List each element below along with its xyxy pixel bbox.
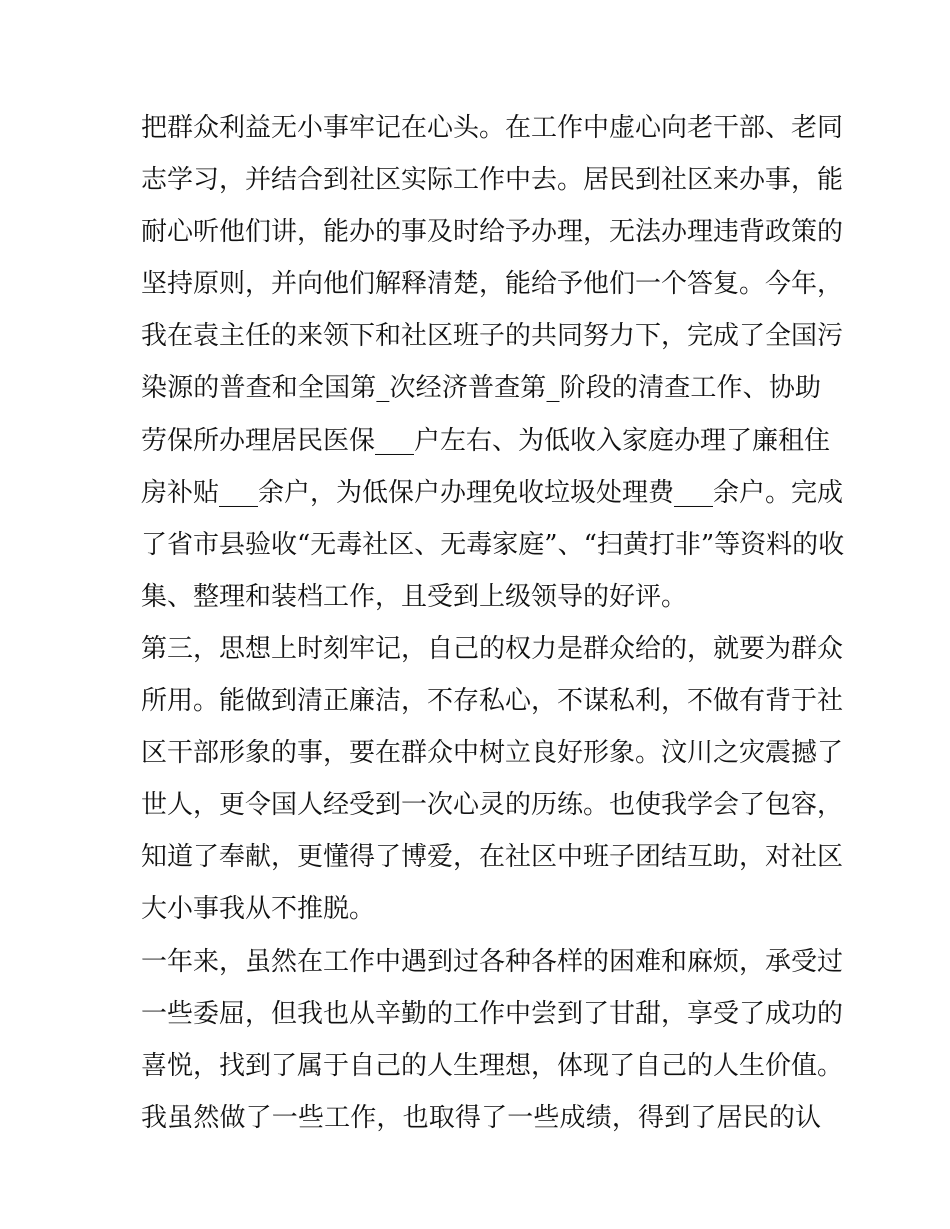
text-line: 知道了奉献，更懂得了博爱，在社区中班子团结互助，对社区 <box>141 842 844 873</box>
text-line: 一些委屈，但我也从辛勤的工作中尝到了甘甜，享受了成功的 <box>141 998 844 1029</box>
text-line: 我虽然做了一些工作，也取得了一些成绩，得到了居民的认 <box>141 1102 821 1133</box>
text-line: 耐心听他们讲，能办的事及时给予办理，无法办理违背政策的 <box>141 217 844 248</box>
text-line: 喜悦，找到了属于自己的人生理想，体现了自己的人生价值。 <box>141 1050 844 1081</box>
text-line: 我在袁主任的来领下和社区班子的共同努力下，完成了全国污 <box>141 321 844 352</box>
text-line: 坚持原则，并向他们解释清楚，能给予他们一个答复。今年， <box>141 269 844 300</box>
text-line: 一年来，虽然在工作中遇到过各种各样的困难和麻烦，承受过 <box>141 946 844 977</box>
text-line: 劳保所办理居民医保___户左右、为低收入家庭办理了廉租住 <box>141 425 831 456</box>
text-line: 第三，思想上时刻牢记，自己的权力是群众给的，就要为群众 <box>141 633 844 664</box>
text-line: 了省市县验收“无毒社区、无毒家庭”、“扫黄打非”等资料的收 <box>141 529 845 560</box>
text-line: 世人，更令国人经受到一次心灵的历练。也使我学会了包容， <box>141 790 844 821</box>
document-body <box>141 102 845 1144</box>
text-line: 志学习，并结合到社区实际工作中去。居民到社区来办事，能 <box>141 165 844 196</box>
text-line: 集、整理和装档工作，且受到上级领导的好评。 <box>141 581 688 612</box>
text-line: 房补贴___余户，为低保户办理免收垃圾处理费___余户。完成 <box>141 477 844 508</box>
text-line: 染源的普查和全国第_次经济普查第_阶段的清查工作、协助 <box>141 373 821 404</box>
text-line: 把群众利益无小事牢记在心头。在工作中虚心向老干部、老同 <box>141 113 844 143</box>
text-line: 所用。能做到清正廉洁，不存私心，不谋私利，不做有背于社 <box>141 686 844 717</box>
text-line: 区干部形象的事，要在群众中树立良好形象。汶川之灾震撼了 <box>141 738 844 769</box>
text-line: 大小事我从不推脱。 <box>141 894 376 925</box>
